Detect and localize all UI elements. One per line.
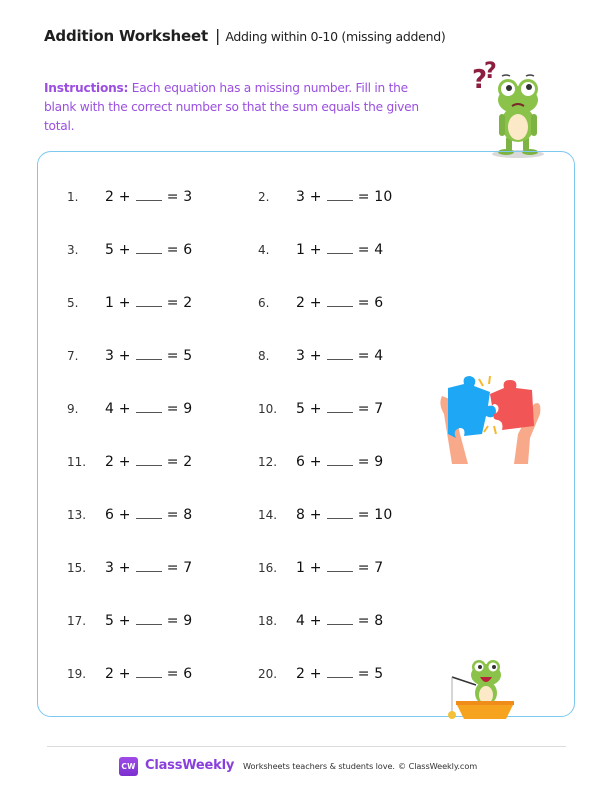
answer-blank[interactable] bbox=[136, 411, 162, 413]
problem-number: 10. bbox=[258, 402, 278, 416]
worksheet-subtitle: Adding within 0-10 (missing addend) bbox=[225, 29, 446, 44]
problem-2 bbox=[258, 189, 393, 205]
problem-1 bbox=[67, 189, 192, 205]
answer-blank[interactable] bbox=[327, 358, 353, 360]
svg-text:?: ? bbox=[472, 65, 488, 95]
sum: = 6 bbox=[166, 242, 193, 258]
answer-blank[interactable] bbox=[327, 464, 353, 466]
sum: = 10 bbox=[357, 189, 393, 205]
problem-number: 6. bbox=[258, 296, 270, 310]
answer-blank[interactable] bbox=[136, 623, 162, 625]
answer-blank[interactable] bbox=[327, 623, 353, 625]
problem-number: 14. bbox=[258, 508, 278, 522]
problem-15 bbox=[67, 560, 192, 576]
problem-number: 15. bbox=[67, 561, 87, 575]
addend: 1 + bbox=[296, 242, 322, 258]
problem-number: 19. bbox=[67, 667, 87, 681]
puzzle-hands-icon bbox=[434, 374, 546, 464]
sum: = 6 bbox=[357, 295, 384, 311]
answer-blank[interactable] bbox=[136, 358, 162, 360]
problem-9 bbox=[67, 401, 192, 417]
sum: = 6 bbox=[166, 666, 193, 682]
tagline: Worksheets teachers & students love. bbox=[243, 761, 395, 771]
sum: = 4 bbox=[357, 348, 384, 364]
problem-number: 5. bbox=[67, 296, 79, 310]
problem-number: 12. bbox=[258, 455, 278, 469]
answer-blank[interactable] bbox=[327, 570, 353, 572]
addend: 2 + bbox=[105, 189, 131, 205]
footer-divider bbox=[47, 746, 566, 747]
addend: 5 + bbox=[105, 242, 131, 258]
problem-11 bbox=[67, 454, 192, 470]
problem-number: 3. bbox=[67, 243, 79, 257]
addend: 3 + bbox=[105, 560, 131, 576]
instructions-text: Each equation has a missing number. Fill in the blank with the correct number so that the sum equals the given total. bbox=[44, 81, 419, 133]
problem-13 bbox=[67, 507, 192, 523]
sum: = 5 bbox=[357, 666, 384, 682]
problem-4 bbox=[258, 242, 383, 258]
addend: 6 + bbox=[296, 454, 322, 470]
answer-blank[interactable] bbox=[136, 464, 162, 466]
addend: 4 + bbox=[105, 401, 131, 417]
problem-12 bbox=[258, 454, 383, 470]
problem-number: 20. bbox=[258, 667, 278, 681]
problem-7 bbox=[67, 348, 192, 364]
problem-number: 4. bbox=[258, 243, 270, 257]
addend: 2 + bbox=[105, 666, 131, 682]
problem-number: 1. bbox=[67, 190, 79, 204]
problem-number: 17. bbox=[67, 614, 87, 628]
addend: 5 + bbox=[296, 401, 322, 417]
sum: = 4 bbox=[357, 242, 384, 258]
brand-name: ClassWeekly bbox=[145, 758, 235, 773]
addend: 5 + bbox=[105, 613, 131, 629]
sum: = 7 bbox=[357, 560, 384, 576]
addend: 1 + bbox=[105, 295, 131, 311]
worksheet-header bbox=[44, 26, 445, 45]
problem-10 bbox=[258, 401, 383, 417]
addend: 3 + bbox=[296, 189, 322, 205]
addend: 1 + bbox=[296, 560, 322, 576]
problem-number: 16. bbox=[258, 561, 278, 575]
answer-blank[interactable] bbox=[327, 411, 353, 413]
addend: 2 + bbox=[105, 454, 131, 470]
addend: 2 + bbox=[296, 666, 322, 682]
sum: = 7 bbox=[166, 560, 193, 576]
answer-blank[interactable] bbox=[327, 252, 353, 254]
title-separator: | bbox=[214, 26, 221, 45]
problem-number: 7. bbox=[67, 349, 79, 363]
addend: 2 + bbox=[296, 295, 322, 311]
answer-blank[interactable] bbox=[327, 676, 353, 678]
addend: 3 + bbox=[296, 348, 322, 364]
answer-blank[interactable] bbox=[136, 676, 162, 678]
problem-3 bbox=[67, 242, 192, 258]
problem-number: 18. bbox=[258, 614, 278, 628]
sum: = 7 bbox=[357, 401, 384, 417]
problem-number: 2. bbox=[258, 190, 270, 204]
addend: 6 + bbox=[105, 507, 131, 523]
sum: = 8 bbox=[357, 613, 384, 629]
problem-5 bbox=[67, 295, 192, 311]
classweekly-logo-icon: CW bbox=[119, 757, 138, 776]
instructions-label: Instructions: bbox=[44, 81, 129, 95]
answer-blank[interactable] bbox=[327, 305, 353, 307]
problem-18 bbox=[258, 613, 383, 629]
svg-text:?: ? bbox=[484, 59, 497, 84]
problem-20 bbox=[258, 666, 383, 682]
confused-frog-icon bbox=[468, 56, 558, 160]
answer-blank[interactable] bbox=[136, 252, 162, 254]
problem-number: 11. bbox=[67, 455, 87, 469]
answer-blank[interactable] bbox=[327, 517, 353, 519]
fishing-frog-icon bbox=[440, 655, 522, 723]
answer-blank[interactable] bbox=[327, 199, 353, 201]
problem-number: 9. bbox=[67, 402, 79, 416]
copyright: © ClassWeekly.com bbox=[398, 761, 478, 771]
answer-blank[interactable] bbox=[136, 517, 162, 519]
sum: = 9 bbox=[166, 401, 193, 417]
addend: 8 + bbox=[296, 507, 322, 523]
sum: = 2 bbox=[166, 454, 193, 470]
sum: = 3 bbox=[166, 189, 193, 205]
problem-number: 8. bbox=[258, 349, 270, 363]
problem-19 bbox=[67, 666, 192, 682]
problem-14 bbox=[258, 507, 393, 523]
sum: = 2 bbox=[166, 295, 193, 311]
sum: = 9 bbox=[357, 454, 384, 470]
addend: 3 + bbox=[105, 348, 131, 364]
sum: = 9 bbox=[166, 613, 193, 629]
addend: 4 + bbox=[296, 613, 322, 629]
answer-blank[interactable] bbox=[136, 305, 162, 307]
sum: = 10 bbox=[357, 507, 393, 523]
problem-6 bbox=[258, 295, 383, 311]
problem-17 bbox=[67, 613, 192, 629]
problem-8 bbox=[258, 348, 383, 364]
sum: = 5 bbox=[166, 348, 193, 364]
answer-blank[interactable] bbox=[136, 570, 162, 572]
problem-number: 13. bbox=[67, 508, 87, 522]
answer-blank[interactable] bbox=[136, 199, 162, 201]
problem-16 bbox=[258, 560, 383, 576]
sum: = 8 bbox=[166, 507, 193, 523]
worksheet-title: Addition Worksheet bbox=[44, 27, 208, 45]
instructions bbox=[44, 79, 424, 136]
